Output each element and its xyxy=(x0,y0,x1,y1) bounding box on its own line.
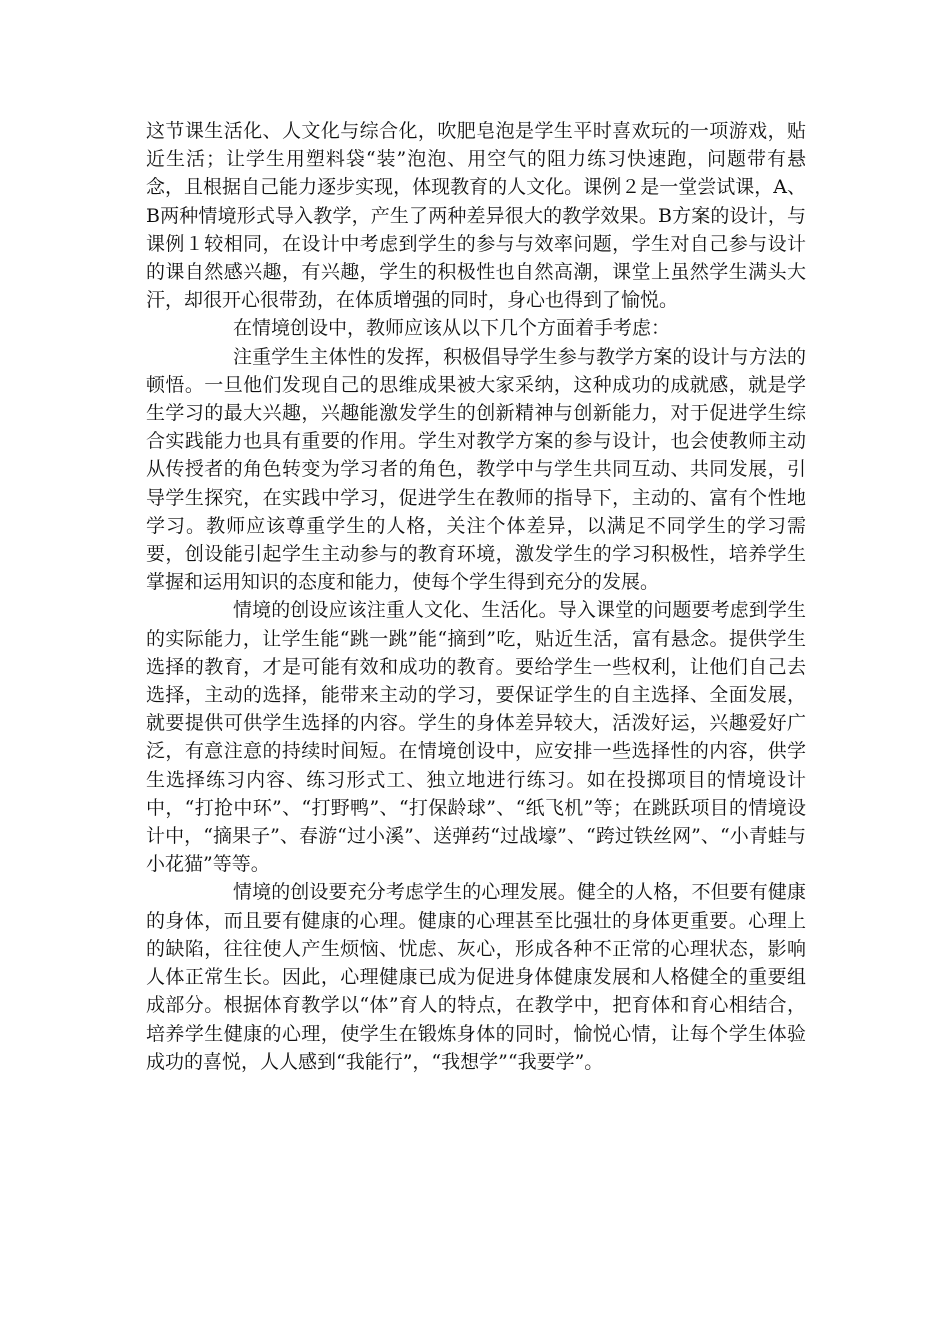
paragraph-student-subjectivity: 注重学生主体性的发挥，积极倡导学生参与教学方案的设计与方法的顿悟。一旦他们发现自己的思维成果被大家采纳，这种成功的成就感，就是学生学习的最大兴趣，兴趣能激发学生的创新精神与创新能力，对于促进学生综合实践能力也具有重要的作用。学生对教学方案的参与设计，也会使教师主动从传授者的角色转变为学习者的角色，教学中与学生共同互动、共同发展，引导学生探究，在实践中学习，促进学生在教师的指导下，主动的、富有个性地学习。教师应该尊重学生的人格，关注个体差异，以满足不同学生的学习需要，创设能引起学生主动参与的教育环境，激发学生的学习积极性，培养学生掌握和运用知识的态度和能力，使每个学生得到充分的发展。 xyxy=(146,345,806,594)
paragraph-course-example-summary: 这节课生活化、人文化与综合化，吹肥皂泡是学生平时喜欢玩的一项游戏，贴近生活；让学生用塑料袋“装”泡泡、用空气的阻力练习快速跑，问题带有悬念，且根据自己能力逐步实现，体现教育的人文化。课例２是一堂尝试课，A、B两种情境形式导入教学，产生了两种差异很大的教学效果。B方案的设计，与课例１较相同，在设计中考虑到学生的参与与效率问题，学生对自己参与设计的课自然感兴趣，有兴趣，学生的积极性也自然高潮，课堂上虽然学生满头大汗，却很开心很带劲，在体质增强的同时，身心也得到了愉悦。 xyxy=(146,120,806,312)
document-body xyxy=(146,117,806,1076)
paragraph-humanistic-life-oriented: 情境的创设应该注重人文化、生活化。导入课堂的问题要考虑到学生的实际能力，让学生能“跳一跳”能“摘到”吃，贴近生活，富有悬念。提供学生选择的教育，才是可能有效和成功的教育。要给学生一些权利，让他们自己去选择，主动的选择，能带来主动的学习，要保证学生的自主选择、全面发展，就要提供可供学生选择的内容。学生的身体差异较大，活泼好运，兴趣爱好广泛，有意注意的持续时间短。在情境创设中，应安排一些选择性的内容，供学生选择练习内容、练习形式工、独立地进行练习。如在投掷项目的情境设计中，“打抢中环”、“打野鸭”、“打保龄球”、“纸飞机”等；在跳跃项目的情境设计中，“摘果子”、春游“过小溪”、送弹药“过战壕”、“跨过铁丝网”、“小青蛙与小花猫”等等。 xyxy=(146,599,806,876)
paragraph-considerations-intro: 在情境创设中，教师应该从以下几个方面着手考虑： xyxy=(233,317,671,340)
paragraph-psychological-development: 情境的创设要充分考虑学生的心理发展。健全的人格，不但要有健康的身体，而且要有健康的心理。健康的心理甚至比强壮的身体更重要。心理上的缺陷，往往使人产生烦恼、忧虑、灰心，形成各种不正常的心理状态，影响人体正常生长。因此，心理健康已成为促进身体健康发展和人格健全的重要组成部分。根据体育教学以“体”育人的特点，在教学中，把育体和育心相结合，培养学生健康的心理，使学生在锻炼身体的同时，愉悦心情，让每个学生体验成功的喜悦，人人感到“我能行”，“我想学”“我要学”。 xyxy=(146,881,806,1073)
